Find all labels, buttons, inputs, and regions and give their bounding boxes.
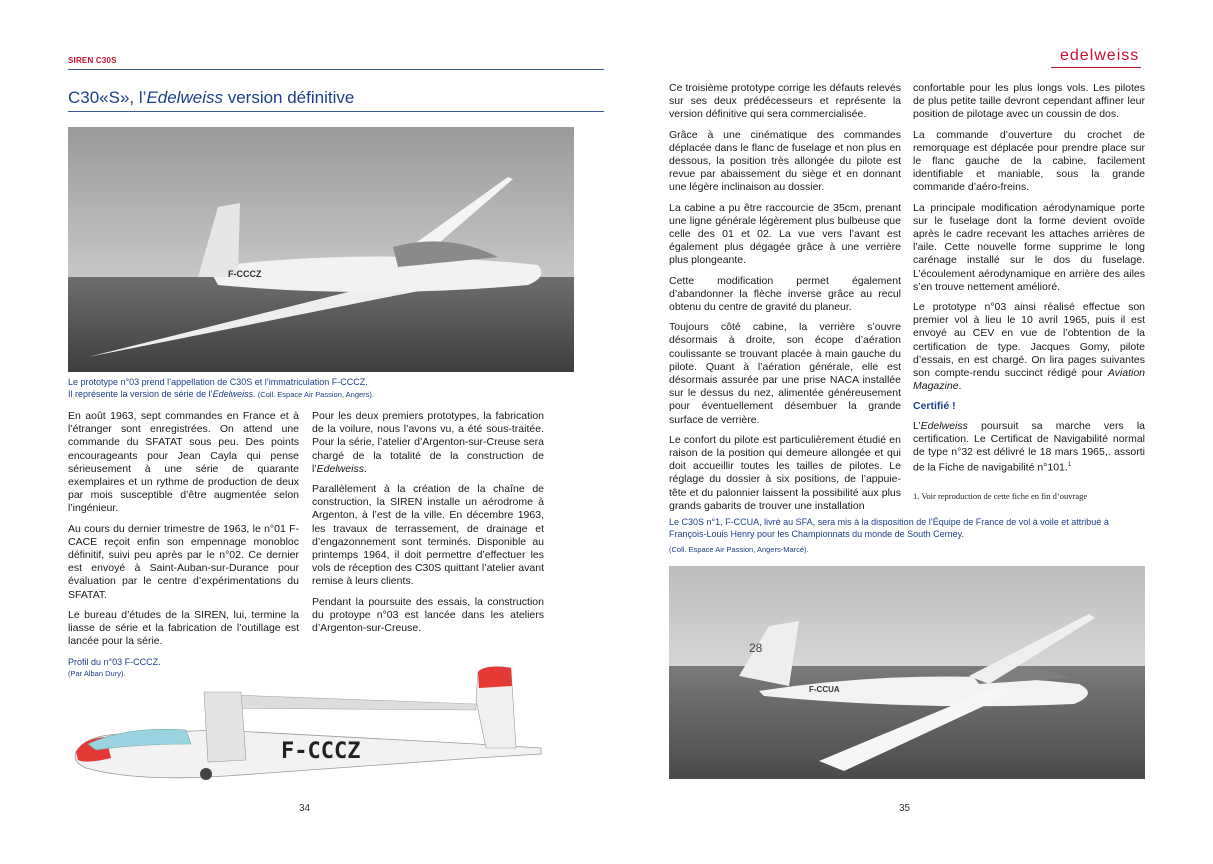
paragraph: Cette modification permet également d’abandonner la flèche inverse grâce au recul obtenu du centre de gravité du planeur. (669, 274, 901, 314)
paragraph: Pendant la poursuite des essais, la construction du protoype n°03 est lancée dans les ateliers d’Argenton-sur-Creuse. (312, 595, 544, 635)
photo2-caption-text: Le C30S n°1, F-CCUA, livré au SFA, sera mis à la disposition de l’Équipe de France de vol à voile et attribué à François-Louis Henry pour les Championnats du monde de South Cerney. (669, 517, 1109, 539)
glider-profile-art (66, 664, 546, 784)
left-column-2 (312, 410, 544, 642)
page-number-right: 35 (899, 803, 911, 814)
photo1-registration: F-CCCZ (228, 269, 262, 279)
left-column-1 (68, 410, 299, 655)
glider-photo-fcccz (68, 127, 574, 372)
paragraph: L’Edelweiss poursuit sa marche vers la certification. Le Certificat de Navigabilité normal de type n°32 est délivré le 18 mars 1965,. assorti de la Fiche de navigabilité n°101.$^1$ (913, 419, 1145, 474)
title-rule (68, 111, 604, 112)
paragraph: Grâce à une cinématique des commandes déplacée dans le flanc de fuselage et non plus en dessous, la position très allongée du pilote est revue par abaissement du siège et en donnant une légère inclinaison au dossier. (669, 128, 901, 194)
paragraph: Le bureau d’études de la SIREN, lui, termine la liasse de série et la fabrication de l’outillage est lancée pour la série. (68, 608, 299, 648)
fin-number: 28 (749, 641, 763, 655)
paragraph: La cabine a pu être raccourcie de 35cm, prenant une ligne générale légèrement plus bulbeuse que celle des 01 et 02. La vue vers l’avant est également plus dégagée grâce à une verrière plus plongeante. (669, 201, 901, 267)
paragraph: La principale modification aérodynamique porte sur le fuselage dont la forme devient ovoïde après le cadre recevant les attaches arrières de l’aile. Cette nouvelle forme supprime le long carénage installé sur le dos du fuselage. L’écoulement aérodynamique en arrière des ailes s’en trouve nettement amélioré. (913, 201, 1145, 293)
paragraph: Le confort du pilote est particulièrement étudié en raison de la position qui demeure allongée et qui doit accueillir toutes les tailles de pilotes. Le réglage du dossier à six positions, de l’appuie-tête et du palonnier laissent la possibilité aux plus grands gabarits de trouver une installation (669, 433, 901, 512)
photo1-caption (68, 376, 588, 401)
photo1-caption-line1: Le prototype n°03 prend l’appellation de C30S et l’immatriculation F-CCCZ. (68, 377, 368, 387)
running-header: SIREN C30S (68, 56, 117, 65)
subheading-certifie: Certifié ! (913, 400, 956, 413)
right-column-2 (913, 82, 1145, 482)
glider-photo-art (68, 127, 574, 372)
edelweiss-logo: edelweiss (1060, 47, 1140, 64)
profile-credit: (Par Alban Dury). (68, 669, 126, 678)
glider-photo-fccua (669, 566, 1145, 779)
paragraph: En août 1963, sept commandes en France et à l’étranger sont enregistrées. On attend une commande du SFATAT sous peu. Des points encourageants pour Jean Cayla qui pense sérieusement à une série de quarante exemplaires et un rythme de production de deux par mois susceptible d’être augmentée selon l’ingénieur. (68, 410, 299, 515)
photo1-caption-line2: Il représente la version de série de l’Edelweiss. (Coll. Espace Air Passion, Angers). (68, 389, 374, 399)
paragraph: confortable pour les plus longs vols. Les pilotes de plus petite taille devront cependant affiner leur position de pilotage avec un coussin de dos. (913, 82, 1145, 121)
paragraph: Parallèlement à la création de la chaîne de construction, la SIREN installe un aérodrome à Argenton, à l’est de la ville. En décembre 1963, les travaux de terrassement, de drainage et d’engazonnement sont terminés. Disponible au printemps 1964, il doit permettre d’effectuer les vols de réception des C30S quittant l’atelier avant remise à leurs clients. (312, 483, 544, 588)
header-rule (68, 69, 604, 70)
glider-profile-drawing (66, 664, 546, 784)
paragraph: Au cours du dernier trimestre de 1963, le n°01 F-CACE reçoit enfin son empennage monobloc définitif, suivi peu après par le n°02. Ce dernier est envoyé à Saint-Auban-sur-Durance pour évaluation par le centre d’expérimentations du SFATAT. (68, 522, 299, 601)
photo2-credit: (Coll. Espace Air Passion, Angers-Marcé). (669, 545, 809, 554)
paragraph: Toujours côté cabine, la verrière s’ouvre désormais à droite, son écope d’aération coulissante se trouvant placée à main gauche du pilote. Quant à l’aération générale, elle est désormais assurée par une prise NACA installée sur le dessus du nez, alimentée généreusement pour éventuellement désembuer la grande surface de verrière. (669, 321, 901, 426)
paragraph: Le prototype n°03 ainsi réalisé effectue son premier vol à lieu le 10 avril 1965, puis il est envoyé au CEV en vue de l’obtention de la certification de type. Jacques Gomy, pilote d’essais, en est chargé. On lira pages suivantes son compte-rendu succinct rédigé pour Aviation Magazine. (913, 301, 1145, 393)
photo2-registration: F-CCUA (809, 685, 840, 694)
photo2-caption (669, 516, 1147, 556)
paragraph: Pour les deux premiers prototypes, la fabrication de la voilure, nous l’avons vu, a été sous-traitée. Pour la série, l’atelier d’Argenton-sur-Creuse sera chargé de la totalité de la construction de l’Edelweiss. (312, 410, 544, 475)
page-number-left: 34 (299, 803, 311, 814)
paragraph: La commande d’ouverture du crochet de remorquage est déplacée pour prendre place sur le flanc gauche de la cabine, facilement identifiable et maniable, sous la grande commande d’aéro-freins. (913, 128, 1145, 194)
paragraph: Ce troisième prototype corrige les défauts relevés sur ses deux prédécesseurs et représente la version définitive qui sera commercialisée. (669, 82, 901, 121)
footnote: 1. Voir reproduction de cette fiche en fin d’ouvrage (913, 491, 1088, 501)
right-column-1 (669, 82, 901, 520)
profile-caption-text: Profil du n°03 F-CCCZ. (68, 657, 161, 667)
glider-photo2-art (669, 566, 1145, 779)
section-title: C30«S», l’Edelweiss version définitive (68, 88, 355, 107)
logo-rule (1051, 67, 1141, 68)
profile-registration: F-CCCZ (281, 739, 361, 764)
